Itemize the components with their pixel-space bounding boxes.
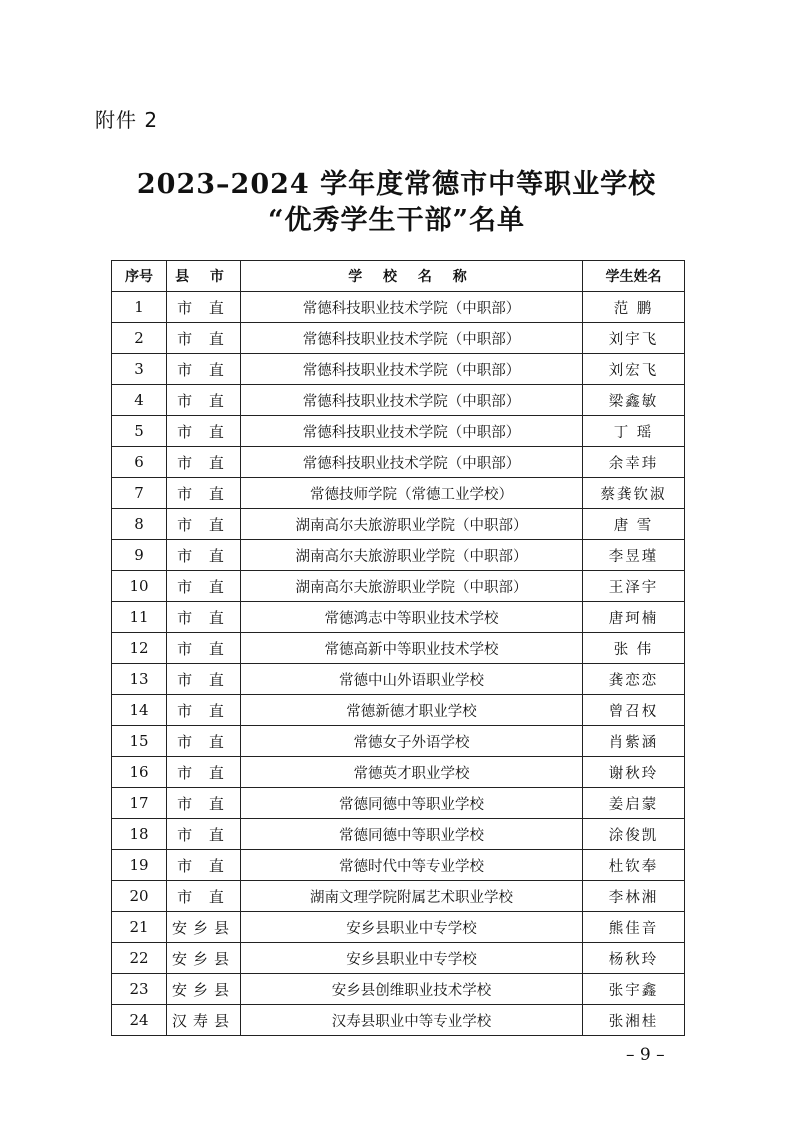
cell-school: 常德女子外语学校 — [241, 726, 583, 757]
cell-student: 刘宏飞 — [583, 354, 685, 385]
cell-student: 范 鹏 — [583, 292, 685, 323]
document-title-line2: “优秀学生干部”名单 — [267, 205, 526, 236]
cell-student: 丁 瑶 — [583, 416, 685, 447]
cell-school: 湖南高尔夫旅游职业学院（中职部） — [241, 571, 583, 602]
cell-student: 余幸玮 — [583, 447, 685, 478]
cell-county: 市 直 — [167, 819, 241, 850]
table-row — [112, 323, 685, 354]
cell-index: 13 — [112, 664, 167, 695]
cell-school: 常德中山外语职业学校 — [241, 664, 583, 695]
table-row — [112, 571, 685, 602]
student-cadre-table — [111, 260, 685, 1036]
cell-school: 常德时代中等专业学校 — [241, 850, 583, 881]
cell-county: 市 直 — [167, 664, 241, 695]
cell-student: 肖紫涵 — [583, 726, 685, 757]
table-row — [112, 292, 685, 323]
cell-index: 21 — [112, 912, 167, 943]
table-row — [112, 633, 685, 664]
cell-school: 常德新德才职业学校 — [241, 695, 583, 726]
table-row — [112, 664, 685, 695]
cell-index: 12 — [112, 633, 167, 664]
cell-school: 湖南高尔夫旅游职业学院（中职部） — [241, 509, 583, 540]
table-row — [112, 354, 685, 385]
cell-county: 市 直 — [167, 788, 241, 819]
cell-school: 常德科技职业技术学院（中职部） — [241, 354, 583, 385]
cell-school: 常德科技职业技术学院（中职部） — [241, 323, 583, 354]
cell-county: 市 直 — [167, 509, 241, 540]
cell-county: 市 直 — [167, 292, 241, 323]
cell-student: 杨秋玲 — [583, 943, 685, 974]
cell-county: 市 直 — [167, 726, 241, 757]
cell-county: 市 直 — [167, 385, 241, 416]
table-row — [112, 1005, 685, 1036]
cell-index: 11 — [112, 602, 167, 633]
cell-county: 市 直 — [167, 354, 241, 385]
cell-student: 张湘桂 — [583, 1005, 685, 1036]
table-body — [112, 292, 685, 1036]
cell-index: 8 — [112, 509, 167, 540]
cell-county: 汉寿县 — [167, 1005, 241, 1036]
header-county: 县 市 — [167, 261, 241, 292]
table-row — [112, 757, 685, 788]
cell-county: 市 直 — [167, 602, 241, 633]
table-row — [112, 602, 685, 633]
cell-index: 16 — [112, 757, 167, 788]
cell-index: 5 — [112, 416, 167, 447]
cell-student: 刘宇飞 — [583, 323, 685, 354]
cell-student: 龚恋恋 — [583, 664, 685, 695]
table-row — [112, 385, 685, 416]
cell-student: 李昱瑾 — [583, 540, 685, 571]
cell-school: 常德科技职业技术学院（中职部） — [241, 292, 583, 323]
cell-county: 市 直 — [167, 850, 241, 881]
table-header-row — [112, 261, 685, 292]
cell-school: 常德科技职业技术学院（中职部） — [241, 385, 583, 416]
cell-student: 涂俊凯 — [583, 819, 685, 850]
cell-county: 市 直 — [167, 478, 241, 509]
table-row — [112, 943, 685, 974]
header-index: 序号 — [112, 261, 167, 292]
table-row — [112, 540, 685, 571]
cell-school: 汉寿县职业中等专业学校 — [241, 1005, 583, 1036]
table-row — [112, 509, 685, 540]
cell-county: 市 直 — [167, 757, 241, 788]
cell-county: 安乡县 — [167, 974, 241, 1005]
cell-student: 张宇鑫 — [583, 974, 685, 1005]
cell-student: 唐 雪 — [583, 509, 685, 540]
cell-county: 市 直 — [167, 695, 241, 726]
cell-school: 安乡县职业中专学校 — [241, 912, 583, 943]
cell-student: 梁鑫敏 — [583, 385, 685, 416]
cell-index: 20 — [112, 881, 167, 912]
cell-county: 市 直 — [167, 571, 241, 602]
table-row — [112, 819, 685, 850]
cell-index: 2 — [112, 323, 167, 354]
cell-county: 市 直 — [167, 881, 241, 912]
cell-school: 常德鸿志中等职业技术学校 — [241, 602, 583, 633]
cell-index: 18 — [112, 819, 167, 850]
cell-school: 常德英才职业学校 — [241, 757, 583, 788]
cell-student: 蔡龚钦淑 — [583, 478, 685, 509]
cell-index: 17 — [112, 788, 167, 819]
table-row — [112, 850, 685, 881]
cell-index: 10 — [112, 571, 167, 602]
cell-student: 张 伟 — [583, 633, 685, 664]
cell-school: 湖南文理学院附属艺术职业学校 — [241, 881, 583, 912]
cell-index: 7 — [112, 478, 167, 509]
cell-school: 安乡县创维职业技术学校 — [241, 974, 583, 1005]
cell-school: 常德技师学院（常德工业学校） — [241, 478, 583, 509]
table-row — [112, 416, 685, 447]
cell-school: 常德科技职业技术学院（中职部） — [241, 447, 583, 478]
table-row — [112, 881, 685, 912]
cell-school: 湖南高尔夫旅游职业学院（中职部） — [241, 540, 583, 571]
cell-county: 安乡县 — [167, 912, 241, 943]
page-number: – 9 – — [626, 1045, 665, 1065]
cell-student: 熊佳音 — [583, 912, 685, 943]
cell-index: 6 — [112, 447, 167, 478]
cell-index: 9 — [112, 540, 167, 571]
cell-school: 常德高新中等职业技术学校 — [241, 633, 583, 664]
cell-index: 4 — [112, 385, 167, 416]
cell-student: 杜钦奉 — [583, 850, 685, 881]
cell-student: 王泽宇 — [583, 571, 685, 602]
header-student: 学生姓名 — [583, 261, 685, 292]
table-row — [112, 447, 685, 478]
cell-school: 常德科技职业技术学院（中职部） — [241, 416, 583, 447]
cell-county: 市 直 — [167, 540, 241, 571]
cell-school: 安乡县职业中专学校 — [241, 943, 583, 974]
document-title-line1: 2023–2024 学年度常德市中等职业学校 — [136, 169, 657, 200]
cell-county: 市 直 — [167, 633, 241, 664]
cell-index: 19 — [112, 850, 167, 881]
cell-index: 23 — [112, 974, 167, 1005]
attachment-label: 附件 2 — [95, 108, 159, 132]
cell-student: 谢秋玲 — [583, 757, 685, 788]
cell-student: 唐珂楠 — [583, 602, 685, 633]
cell-index: 3 — [112, 354, 167, 385]
cell-school: 常德同德中等职业学校 — [241, 788, 583, 819]
cell-index: 15 — [112, 726, 167, 757]
cell-county: 市 直 — [167, 416, 241, 447]
table-row — [112, 788, 685, 819]
cell-county: 安乡县 — [167, 943, 241, 974]
cell-index: 1 — [112, 292, 167, 323]
cell-index: 22 — [112, 943, 167, 974]
cell-school: 常德同德中等职业学校 — [241, 819, 583, 850]
table-row — [112, 478, 685, 509]
cell-county: 市 直 — [167, 323, 241, 354]
header-school: 学 校 名 称 — [241, 261, 583, 292]
cell-index: 14 — [112, 695, 167, 726]
table-row — [112, 726, 685, 757]
cell-county: 市 直 — [167, 447, 241, 478]
table-row — [112, 912, 685, 943]
cell-student: 李林湘 — [583, 881, 685, 912]
cell-index: 24 — [112, 1005, 167, 1036]
cell-student: 曾召权 — [583, 695, 685, 726]
table-row — [112, 974, 685, 1005]
cell-student: 姜启蒙 — [583, 788, 685, 819]
table-row — [112, 695, 685, 726]
